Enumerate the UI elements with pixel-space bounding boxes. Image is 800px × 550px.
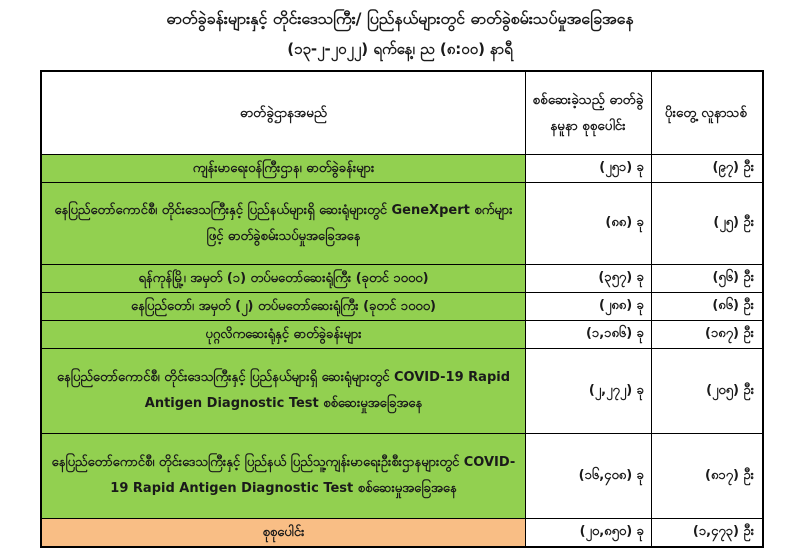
- table-row: [42, 182, 762, 264]
- table-row: [42, 154, 762, 182]
- samples-cell: (၁,၁၈၆) ခု: [525, 321, 651, 348]
- table-row: [42, 348, 762, 433]
- lab-name-cell: နေပြည်တော်ကောင်စီ၊ တိုင်းဒေသကြီးနှင့် ပြည်နယ် ပြည်သူ့ကျန်းမာရေးဦးစီးဌာနများတွင် COVID-19 Rapid Antigen Diagnostic Test စစ်ဆေးမှုအခြေအနေ: [42, 434, 525, 518]
- table-header-row: [42, 72, 762, 154]
- table-total-row: [42, 518, 762, 546]
- table-row: [42, 264, 762, 292]
- positives-cell: (၈၁၇) ဦး: [651, 434, 762, 518]
- lab-name-cell: ပုဂ္ဂလိကဆေးရုံနှင့် ဓာတ်ခွဲခန်းများ: [42, 321, 525, 348]
- positives-cell: (၅၆) ဦး: [651, 265, 762, 292]
- page-subtitle: (၁၃-၂-၂၀၂၂) ရက်နေ့၊ ည (၈:၀၀) နာရီ: [287, 40, 513, 58]
- lab-name-cell: နေပြည်တော်ကောင်စီ၊ တိုင်းဒေသကြီးနှင့် ပြည်နယ်များရှိ ဆေးရုံများတွင် COVID-19 Rapid Antigen Diagnostic Test စစ်ဆေးမှုအခြေအနေ: [42, 349, 525, 433]
- total-label-cell: စုစုပေါင်း: [42, 519, 525, 546]
- table-row: [42, 292, 762, 320]
- page-title: ဓာတ်ခွဲခန်းများနှင့် တိုင်းဒေသကြီး/ ပြည်နယ်များတွင် ဓာတ်ခွဲစမ်းသပ်မှုအခြေအနေ: [166, 9, 634, 28]
- samples-cell: (၃၅၇) ခု: [525, 265, 651, 292]
- samples-cell: (၂၈၈) ခု: [525, 293, 651, 320]
- lab-name-cell: ရန်ကုန်မြို့၊ အမှတ် (၁) တပ်မတော်ဆေးရုံကြီး (ခုတင် ၁၀၀၀): [42, 265, 525, 292]
- table-row: [42, 320, 762, 348]
- positives-cell: (၂၀၅) ဦး: [651, 349, 762, 433]
- table-row: [42, 433, 762, 518]
- positives-cell: (၉၇) ဦး: [651, 155, 762, 182]
- samples-cell: (၂၅၁) ခု: [525, 155, 651, 182]
- header-samples-tested: စစ်ဆေးခဲ့သည့် ဓာတ်ခွဲနမူနာ စုစုပေါင်း: [525, 72, 651, 154]
- positives-cell: (၂၅) ဦး: [651, 183, 762, 264]
- positives-cell: (၈၆) ဦး: [651, 293, 762, 320]
- lab-testing-table: [40, 70, 764, 548]
- samples-cell: (၁၆,၄၀၈) ခု: [525, 434, 651, 518]
- lab-name-cell: နေပြည်တော်ကောင်စီ၊ တိုင်းဒေသကြီးနှင့် ပြည်နယ်များရှိ ဆေးရုံများတွင် GeneXpert စက်များဖြင့် ဓာတ်ခွဲစမ်းသပ်မှုအခြေအနေ: [42, 183, 525, 264]
- total-samples-cell: (၂၀,၈၅၀) ခု: [525, 519, 651, 546]
- samples-cell: (၈၈) ခု: [525, 183, 651, 264]
- positives-cell: (၁၈၇) ဦး: [651, 321, 762, 348]
- header-lab-name: ဓာတ်ခွဲဌာနအမည်: [42, 72, 525, 154]
- lab-name-cell: ကျန်းမာရေးဝန်ကြီးဌာန၊ ဓာတ်ခွဲခန်းများ: [42, 155, 525, 182]
- header-new-positives: ပိုးတွေ့ လူနာသစ်: [651, 72, 762, 154]
- lab-name-cell: နေပြည်တော်၊ အမှတ် (၂) တပ်မတော်ဆေးရုံကြီး (ခုတင် ၁၀၀၀): [42, 293, 525, 320]
- total-positives-cell: (၁,၄၇၃) ဦး: [651, 519, 762, 546]
- samples-cell: (၂,၂၇၂) ခု: [525, 349, 651, 433]
